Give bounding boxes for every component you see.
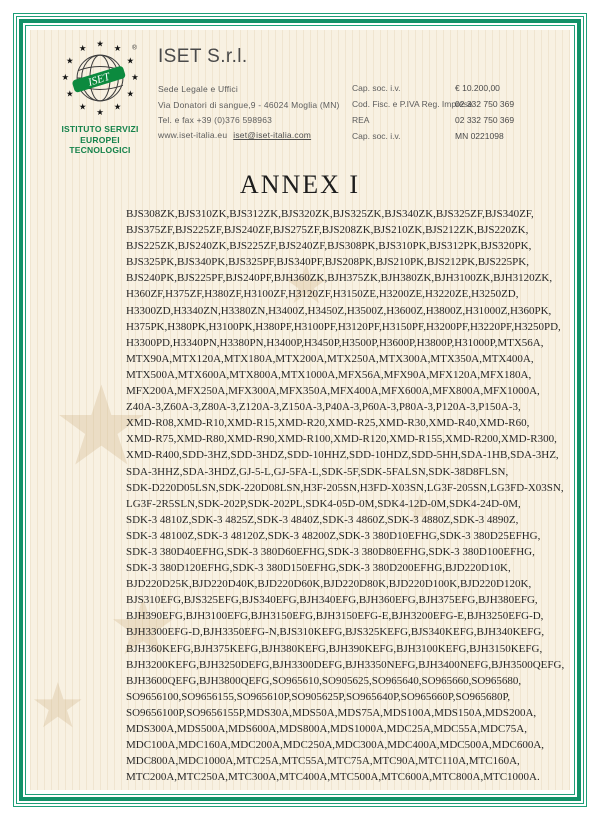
svg-text:★: ★ xyxy=(126,89,134,99)
code-line: H360ZF,H375ZF,H380ZF,H3100ZF,H3120ZF,H3150ZE,H3200ZE,H3220ZE,H3250ZD, xyxy=(126,288,519,301)
page-title: ANNEX I xyxy=(239,170,361,199)
svg-text:★: ★ xyxy=(78,102,87,112)
registry-value: 02 332 750 369 xyxy=(455,115,515,125)
code-line: SDK-D220D05LSN,SDK-220D08LSN,H3F-205SN,H3FD-X03SN,LG3F-205SN,LG3FD-X03SN, xyxy=(126,481,564,494)
code-line: H375PK,H380PK,H3100PK,H380PF,H3100PF,H3120PF,H3150PF,H3200PF,H3220PF,H3250PD, xyxy=(126,320,561,333)
code-line: BJH3200KEFG,BJH3250DEFG,BJH3300DEFG,BJH3350NEFG,BJH3400NEFG,BJH3500QEFG, xyxy=(126,658,565,671)
registry-label: Cod. Fisc. e P.IVA Reg. Imprese xyxy=(352,99,473,109)
svg-text:★: ★ xyxy=(66,89,74,99)
code-line: XMD-R75,XMD-R80,XMD-R90,XMD-R100,XMD-R120,XMD-R155,XMD-R200,XMD-R300, xyxy=(126,433,557,446)
star-watermark-icon: ★ xyxy=(52,365,151,488)
code-line: H3300ZD,H3340ZN,H3380ZN,H3400Z,H3450Z,H3500Z,H3600Z,H3800Z,H31000Z,H360PK, xyxy=(126,304,552,317)
code-line: BJS240PK,BJS225PF,BJS240PF,BJH360ZK,BJH375ZK,BJH380ZK,BJH3100ZK,BJH3120ZK, xyxy=(126,272,553,285)
company-name: ISET S.r.l. xyxy=(158,46,248,67)
code-line: BJS225ZK,BJS240ZK,BJS225ZF,BJS240ZF,BJS308PK,BJS310PK,BJS312PK,BJS320PK, xyxy=(126,240,532,253)
website-text: www.iset-italia.eu xyxy=(158,130,228,140)
star-watermark-icon: ★ xyxy=(282,255,331,315)
registry-value: 02 332 750 369 xyxy=(455,99,515,109)
code-line: MDS300A,MDS500A,MDS600A,MDS800A,MDS1000A,MDC25A,MDC55A,MDC75A, xyxy=(126,723,527,735)
code-line: BJD220D25K,BJD220D40K,BJD220D60K,BJD220D80K,BJD220D100K,BJD220D120K, xyxy=(126,578,532,591)
code-line: BJS310EFG,BJS325EFG,BJS340EFG,BJH340EFG,BJH360EFG,BJH375EFG,BJH380EFG, xyxy=(126,594,538,607)
code-line: LG3F-2R5SLN,SDK-202P,SDK-202PL,SDK4-05D-0M,SDK4-12D-0M,SDK4-24D-0M, xyxy=(126,497,521,510)
code-line: SO9656100P,SO9656155P,MDS30A,MDS50A,MDS75A,MDS100A,MDS150A,MDS200A, xyxy=(126,706,537,719)
star-watermark-icon: ★ xyxy=(108,583,178,671)
code-line: XMD-R400,SDD-3HZ,SDD-3HDZ,SDD-10HHZ,SDD-10HDZ,SDD-5HH,SDA-1HB,SDA-3HZ, xyxy=(126,449,559,462)
address-street: Via Donatori di sangue,9 - 46024 Moglia (MN) xyxy=(158,100,340,110)
code-line: MFX200A,MFX250A,MFX300A,MFX350A,MFX400A,MFX600A,MFX800A,MFX1000A, xyxy=(126,385,540,398)
code-line: BJH3300EFG-D,BJH3350EFG-N,BJS310KEFG,BJS325KEFG,BJS340KEFG,BJH340KEFG, xyxy=(126,626,545,639)
code-line: MTX500A,MTX600A,MTX800A,MTX1000A,MFX56A,MFX90A,MFX120A,MFX180A, xyxy=(126,368,532,381)
code-line: SO9656100,SO9656155,SO965610P,SO905625P,SO965640P,SO965660P,SO965680P, xyxy=(126,690,511,703)
code-line: SDK-3 380D40EFHG,SDK-3 380D60EFHG,SDK-3 380D80EFHG,SDK-3 380D100EFHG, xyxy=(126,545,535,558)
code-line: Z40A-3,Z60A-3,Z80A-3,Z120A-3,Z150A-3,P40A-3,P60A-3,P80A-3,P120A-3,P150A-3, xyxy=(126,401,521,414)
svg-text:★: ★ xyxy=(96,108,104,118)
address-phone: Tel. e fax +39 (0)376 598963 xyxy=(158,115,273,125)
code-line: SDK-3 4810Z,SDK-3 4825Z,SDK-3 4840Z,SDK-3 4860Z,SDK-3 4880Z,SDK-3 4890Z, xyxy=(126,513,519,526)
registry-value: € 10.200,00 xyxy=(455,83,500,93)
code-line: SDK-3 48100Z,SDK-3 48120Z,SDK-3 48200Z,SDK-3 380D10EFHG,SDK-3 380D25EFHG, xyxy=(126,529,541,542)
svg-text:★: ★ xyxy=(66,56,74,66)
svg-text:★: ★ xyxy=(113,102,122,112)
company-logo xyxy=(52,34,148,156)
svg-text:★: ★ xyxy=(78,43,87,53)
svg-text:ISET: ISET xyxy=(86,70,112,89)
code-line: BJS325PK,BJS340PK,BJS325PF,BJS340PF,BJS208PK,BJS210PK,BJS212PK,BJS225PK, xyxy=(126,256,529,269)
star-watermark-icon: ★ xyxy=(30,672,86,741)
registry-label: Cap. soc. i.v. xyxy=(352,131,401,141)
code-line: MTC200A,MTC250A,MTC300A,MTC400A,MTC500A,MTC600A,MTC800A,MTC1000A. xyxy=(126,771,540,784)
product-code-list xyxy=(126,206,565,785)
code-line: MTX90A,MTX120A,MTX180A,MTX200A,MTX250A,MTX300A,MTX350A,MTX400A, xyxy=(126,352,534,365)
org-name: ISTITUTO SERVIZI EUROPEI TECNOLOGICI xyxy=(61,124,139,155)
code-line: BJS375ZF,BJS225ZF,BJS240ZF,BJS275ZF,BJS208ZK,BJS210ZK,BJS212ZK,BJS220ZK, xyxy=(126,224,529,237)
code-line: MDC800A,MDC1000A,MTC25A,MTC55A,MTC75A,MTC90A,MTC110A,MTC160A, xyxy=(126,755,520,768)
code-line: BJH390EFG,BJH3100EFG,BJH3150EFG,BJH3150EFG-E,BJH3200EFG-E,BJH3250EFG-D, xyxy=(126,610,544,623)
address-web-row xyxy=(158,130,311,140)
code-line: BJS308ZK,BJS310ZK,BJS312ZK,BJS320ZK,BJS325ZK,BJS340ZK,BJS325ZF,BJS340ZF, xyxy=(126,208,534,220)
star-watermark-icon: ★ xyxy=(402,488,438,532)
code-line: SDA-3HHZ,SDA-3HDZ,GJ-5-L,GJ-5FA-L,SDK-5F,SDK-5FALSN,SDK-38D8FLSN, xyxy=(126,465,509,478)
code-line: MDC100A,MDC160A,MDC200A,MDC250A,MDC300A,MDC400A,MDC500A,MDC600A, xyxy=(126,739,545,752)
address-office-label: Sede Legale e Uffici xyxy=(158,84,238,94)
code-line: XMD-R08,XMD-R10,XMD-R15,XMD-R20,XMD-R25,XMD-R30,XMD-R40,XMD-R60, xyxy=(126,417,530,430)
code-line: BJH3600QEFG,BJH3800QEFG,SO965610,SO905625,SO965640,SO965660,SO965680, xyxy=(126,674,522,687)
svg-text:★: ★ xyxy=(96,39,104,49)
code-line: H3300PD,H3340PN,H3380PN,H3400P,H3450P,H3500P,H3600P,H3800P,H31000P,MTX56A, xyxy=(126,336,544,349)
svg-text:★: ★ xyxy=(126,56,134,66)
globe-stars-logo-icon xyxy=(54,34,146,122)
svg-text:★: ★ xyxy=(131,73,139,83)
registry-label: Cap. soc. i.v. xyxy=(352,83,401,93)
email-link[interactable]: iset@iset-italia.com xyxy=(233,130,312,140)
registered-mark: ® xyxy=(132,44,137,52)
svg-text:★: ★ xyxy=(61,73,69,83)
svg-text:★: ★ xyxy=(113,43,122,53)
code-line: BJH360KEFG,BJH375KEFG,BJH380KEFG,BJH390KEFG,BJH3100KEFG,BJH3150KEFG, xyxy=(126,642,543,655)
code-line: SDK-3 380D120EFHG,SDK-3 380D150EFHG,SDK-3 380D200EFHG,BJD220D10K, xyxy=(126,562,511,575)
registry-label: REA xyxy=(352,115,370,125)
registry-value: MN 0221098 xyxy=(455,131,504,141)
